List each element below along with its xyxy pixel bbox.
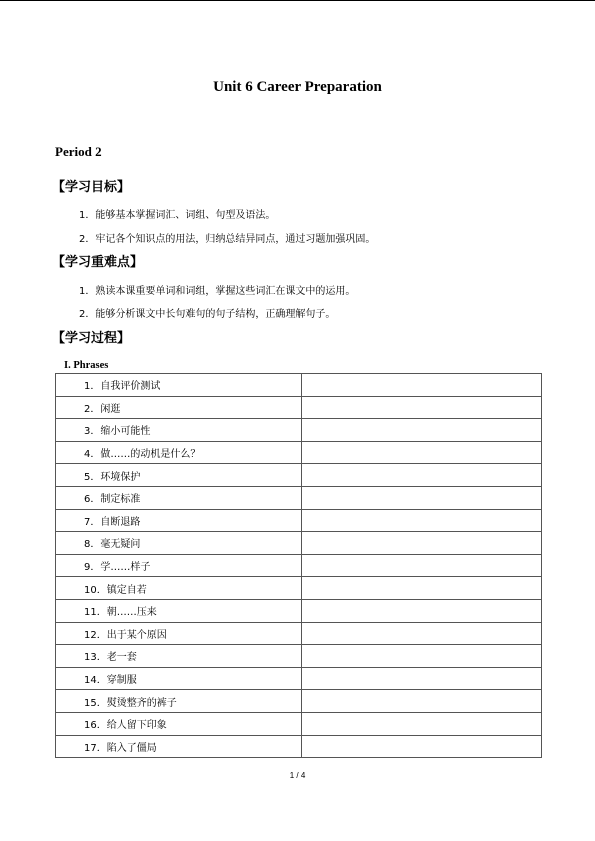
- answer-cell[interactable]: [302, 599, 542, 622]
- table-row: [56, 374, 542, 397]
- phrases-table: [55, 373, 542, 758]
- document-title: Unit 6 Career Preparation: [213, 79, 382, 95]
- section-heading-objectives: 【学习目标】: [52, 180, 131, 195]
- table-row: [56, 622, 542, 645]
- objective-item: 2．牢记各个知识点的用法，归纳总结异同点，通过习题加强巩固。: [79, 234, 376, 245]
- phrase-cell: 14．穿制服: [56, 667, 302, 690]
- answer-cell[interactable]: [302, 645, 542, 668]
- phrase-cell: 10．镇定自若: [56, 577, 302, 600]
- answer-cell[interactable]: [302, 441, 542, 464]
- phrase-cell: 8．毫无疑问: [56, 532, 302, 555]
- table-row: [56, 645, 542, 668]
- period-label: Period 2: [55, 144, 102, 159]
- phrase-cell: 6．制定标准: [56, 486, 302, 509]
- phrase-cell: 11．朝……压来: [56, 599, 302, 622]
- table-row: [56, 690, 542, 713]
- table-row: [56, 509, 542, 532]
- phrase-cell: 16．给人留下印象: [56, 712, 302, 735]
- answer-cell[interactable]: [302, 396, 542, 419]
- answer-cell[interactable]: [302, 554, 542, 577]
- answer-cell[interactable]: [302, 690, 542, 713]
- table-row: [56, 441, 542, 464]
- phrase-cell: 12．出于某个原因: [56, 622, 302, 645]
- phrase-cell: 15．熨烫整齐的裤子: [56, 690, 302, 713]
- page-number: 1 / 4: [289, 771, 306, 780]
- answer-cell[interactable]: [302, 532, 542, 555]
- phrase-cell: 7．自断退路: [56, 509, 302, 532]
- key-point-item: 2．能够分析课文中长句难句的句子结构，正确理解句子。: [79, 309, 336, 320]
- phrase-cell: 1．自我评价测试: [56, 374, 302, 397]
- answer-cell[interactable]: [302, 419, 542, 442]
- answer-cell[interactable]: [302, 577, 542, 600]
- answer-cell[interactable]: [302, 735, 542, 758]
- table-row: [56, 735, 542, 758]
- answer-cell[interactable]: [302, 464, 542, 487]
- phrase-cell: 2．闲逛: [56, 396, 302, 419]
- table-row: [56, 554, 542, 577]
- table-row: [56, 577, 542, 600]
- answer-cell[interactable]: [302, 374, 542, 397]
- table-row: [56, 396, 542, 419]
- section-heading-key-points: 【学习重难点】: [52, 255, 144, 270]
- phrase-cell: 17．陷入了僵局: [56, 735, 302, 758]
- answer-cell[interactable]: [302, 712, 542, 735]
- phrase-cell: 3．缩小可能性: [56, 419, 302, 442]
- phrases-heading: I. Phrases: [64, 360, 109, 371]
- table-row: [56, 712, 542, 735]
- objective-item: 1．能够基本掌握词汇、词组、句型及语法。: [79, 210, 276, 221]
- phrase-cell: 5．环境保护: [56, 464, 302, 487]
- key-point-item: 1．熟读本课重要单词和词组，掌握这些词汇在课文中的运用。: [79, 286, 356, 297]
- table-row: [56, 599, 542, 622]
- section-heading-process: 【学习过程】: [52, 331, 131, 346]
- answer-cell[interactable]: [302, 622, 542, 645]
- table-row: [56, 486, 542, 509]
- table-row: [56, 667, 542, 690]
- answer-cell[interactable]: [302, 486, 542, 509]
- phrase-cell: 13．老一套: [56, 645, 302, 668]
- answer-cell[interactable]: [302, 667, 542, 690]
- top-rule: [0, 0, 595, 1]
- answer-cell[interactable]: [302, 509, 542, 532]
- table-row: [56, 532, 542, 555]
- phrase-cell: 9．学……样子: [56, 554, 302, 577]
- table-row: [56, 464, 542, 487]
- table-row: [56, 419, 542, 442]
- phrase-cell: 4．做……的动机是什么？: [56, 441, 302, 464]
